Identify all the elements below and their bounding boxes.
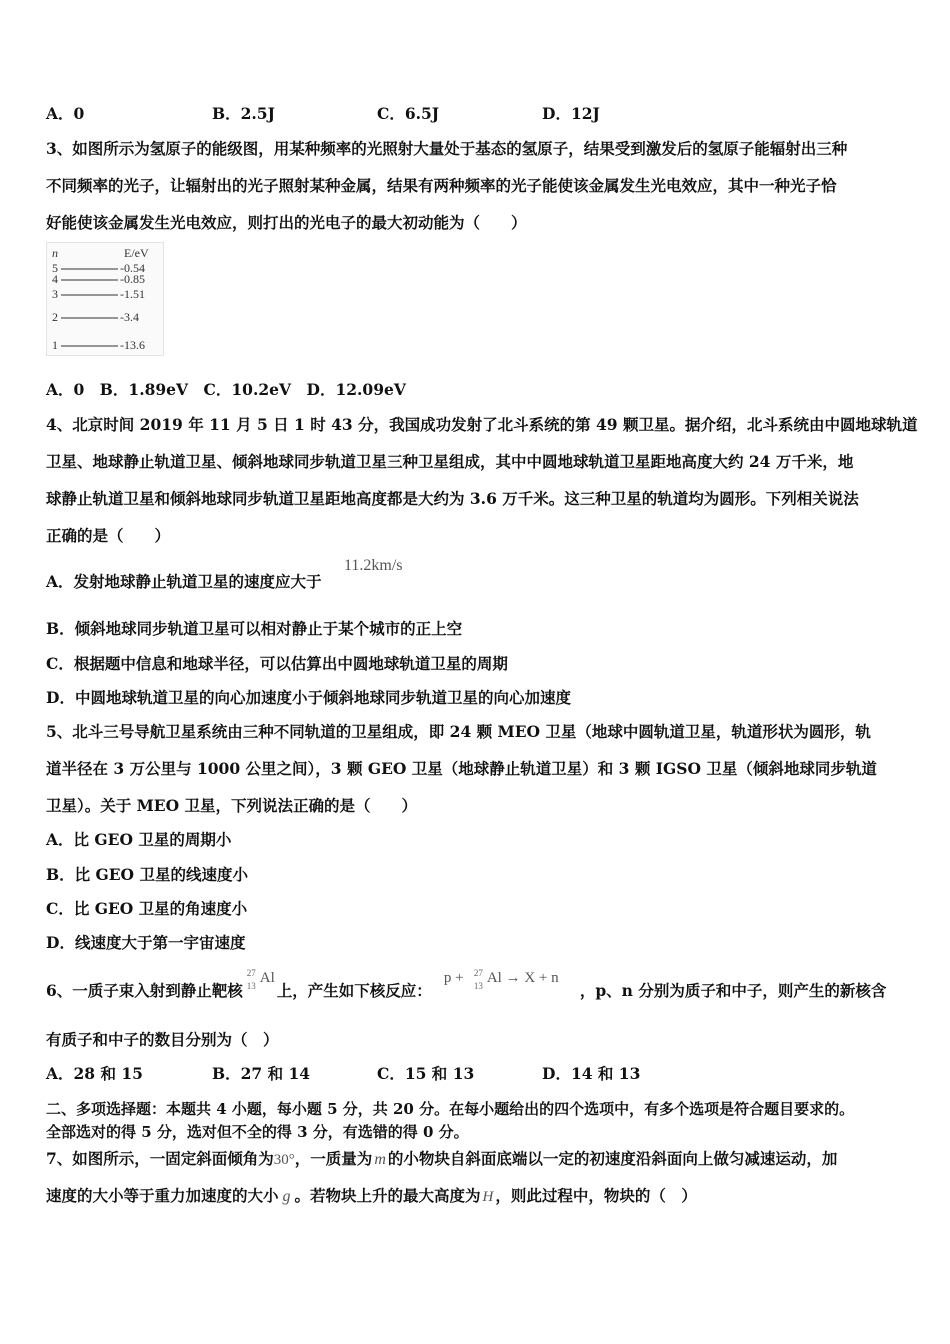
q7-text-2b: 。若物块上升的最大高度为 <box>294 1186 481 1205</box>
svg-text:1: 1 <box>52 338 58 352</box>
q7-angle: 30° <box>273 1152 295 1168</box>
q6-text-2: 上，产生如下核反应： <box>276 981 432 1000</box>
section-2-scoring: 全部选对的得 5 分，选对但不全的得 3 分，有选错的得 0 分。 <box>46 1123 469 1141</box>
q6-option-b: B．27 和 14 <box>212 1064 311 1083</box>
q4-option-d: D．中圆地球轨道卫星的向心加速度小于倾斜地球同步轨道卫星的向心加速度 <box>46 688 571 707</box>
q5-stem-line-3: 卫星）。关于 MEO 卫星，下列说法正确的是（ ） <box>46 796 418 815</box>
nuclide-symbol: Al <box>259 970 275 986</box>
q5-option-a: A．比 GEO 卫星的周期小 <box>46 830 232 849</box>
q7-text-1c: 的小物块自斜面底端以一定的初速度沿斜面向上做匀减速运动，加 <box>387 1149 838 1168</box>
section-2-heading: 二、多项选择题：本题共 4 小题，每小题 5 分，共 20 分。在每小题给出的四个选项中，有多个选项是符合题目要求的。 <box>46 1100 855 1118</box>
reaction-left: p + <box>443 970 464 986</box>
q2-option-d: D．12J <box>542 104 600 123</box>
q7-stem-line-1 <box>46 1147 837 1169</box>
q7-height-symbol: H <box>482 1189 494 1205</box>
q4-stem-line-3: 球静止轨道卫星和倾斜地球同步轨道卫星距地高度都是大约为 3.6 万千米。这三种卫星的轨道均为圆形。下列相关说法 <box>46 489 859 508</box>
svg-text:4: 4 <box>52 272 58 286</box>
q3-stem-line-3: 好能使该金属发生光电效应，则打出的光电子的最大初动能为（ ） <box>46 213 527 232</box>
q3-stem-line-1: 3、如图所示为氢原子的能级图，用某种频率的光照射大量处于基态的氢原子，结果受到激发后的氢原子能辐射出三种 <box>46 139 848 158</box>
q7-mass-symbol: m <box>374 1151 386 1168</box>
svg-text:3: 3 <box>52 287 58 301</box>
q7-g-symbol: g <box>282 1188 291 1205</box>
q7-text-2c: ，则此过程中，物块的（ ） <box>495 1186 697 1205</box>
q7-stem-line-2 <box>46 1184 697 1206</box>
svg-text:5: 5 <box>52 261 58 275</box>
q2-option-c: C．6.5J <box>377 104 440 123</box>
q3-stem-line-2: 不同频率的光子，让辐射出的光子照射某种金属，结果有两种频率的光子能使该金属发生光电效应，其中一种光子恰 <box>46 176 837 195</box>
svg-text:-0.54: -0.54 <box>120 261 145 275</box>
q5-stem-line-1: 5、北斗三号导航卫星系统由三种不同轨道的卫星组成，即 24 颗 MEO 卫星（地球中圆轨道卫星，轨道形状为圆形，轨 <box>46 722 871 741</box>
q2-option-a: A．0 <box>46 104 85 123</box>
diagram-n-label: n <box>52 246 58 260</box>
reaction-right: Al → X + n <box>486 970 559 986</box>
q6-stem-line-1 <box>46 968 887 1001</box>
q5-option-b: B．比 GEO 卫星的线速度小 <box>46 865 248 884</box>
q6-option-c: C．15 和 13 <box>377 1064 475 1083</box>
q7-text-1a: 7、如图所示，一固定斜面倾角为 <box>46 1149 274 1168</box>
q4-option-a-text: A．发射地球静止轨道卫星的速度应大于 <box>46 572 322 591</box>
q4-option-c: C．根据题中信息和地球半径，可以估算出中圆地球轨道卫星的周期 <box>46 654 508 673</box>
q5-option-d: D．线速度大于第一宇宙速度 <box>46 933 246 952</box>
q7-text-1b: ，一质量为 <box>294 1149 373 1168</box>
reaction-atomic-number: 13 <box>473 981 483 991</box>
diagram-energy-label: E/eV <box>124 246 149 260</box>
q4-option-b: B．倾斜地球同步轨道卫星可以相对静止于某个城市的正上空 <box>46 619 463 638</box>
q4-stem-line-1: 4、北京时间 2019 年 11 月 5 日 1 时 43 分，我国成功发射了北斗系统的第 49 颗卫星。据介绍，北斗系统由中圆地球轨道 <box>46 415 918 434</box>
q6-option-a: A．28 和 15 <box>46 1064 143 1083</box>
q5-stem-line-2: 道半径在 3 万公里与 1000 公里之间），3 颗 GEO 卫星（地球静止轨道卫星）和 3 颗 IGSO 卫星（倾斜地球同步轨道 <box>46 759 877 778</box>
svg-text:2: 2 <box>52 310 58 324</box>
q6-nuclear-reaction <box>432 968 580 996</box>
q3-options: A．0 B．1.89eV C．10.2eV D．12.09eV <box>46 380 406 399</box>
q6-text-1: 6、一质子束入射到静止靶核 <box>46 981 243 1000</box>
q6-stem-line-2: 有质子和中子的数目分别为（ ） <box>46 1030 279 1049</box>
q6-target-nuclide <box>243 968 277 996</box>
svg-text:-3.4: -3.4 <box>120 310 139 324</box>
q7-text-2a: 速度的大小等于重力加速度的大小 <box>46 1186 279 1205</box>
q5-option-c: C．比 GEO 卫星的角速度小 <box>46 899 248 918</box>
svg-text:-0.85: -0.85 <box>120 272 145 286</box>
svg-text:-13.6: -13.6 <box>120 338 145 352</box>
q6-option-d: D．14 和 13 <box>542 1064 641 1083</box>
svg-text:-1.51: -1.51 <box>120 287 145 301</box>
q4-stem-line-4: 正确的是（ ） <box>46 526 171 545</box>
q4-option-a <box>46 570 322 592</box>
energy-level-diagram <box>46 242 164 356</box>
nuclide-mass-number: 27 <box>246 968 256 978</box>
reaction-mass-number: 27 <box>473 968 483 978</box>
q4-stem-line-2: 卫星、地球静止轨道卫星、倾斜地球同步轨道卫星三种卫星组成，其中中圆地球轨道卫星距地高度大约 24 万千米，地 <box>46 452 854 471</box>
nuclide-atomic-number: 13 <box>246 981 256 991</box>
q2-option-b: B．2.5J <box>212 104 275 123</box>
q4-option-a-formula: 11.2km/s <box>344 557 403 574</box>
q6-text-3: ，p、n 分别为质子和中子，则产生的新核含 <box>579 981 887 1000</box>
